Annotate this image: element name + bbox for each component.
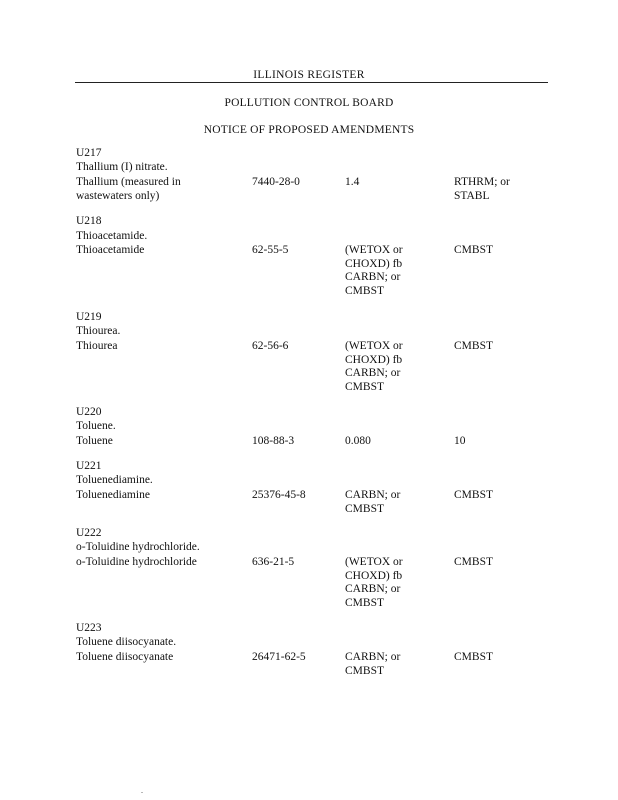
constituent-name: Thallium (measured in wastewaters only) <box>76 176 181 202</box>
nonwastewater-standard: CMBST <box>454 556 493 568</box>
cas-number: 636-21-5 <box>252 556 295 568</box>
waste-name: Toluene diisocyanate. <box>76 636 177 648</box>
register-title: ILLINOIS REGISTER <box>253 69 365 81</box>
waste-code: U222 <box>76 527 102 539</box>
waste-name: Thiourea. <box>76 325 121 337</box>
nonwastewater-standard: 10 <box>454 435 466 447</box>
cas-number: 25376-45-8 <box>252 489 306 501</box>
wastewater-standard: CARBN; or CMBST <box>345 651 401 677</box>
constituent-name: Toluene diisocyanate <box>76 651 174 663</box>
waste-code: U223 <box>76 622 102 634</box>
nonwastewater-standard: CMBST <box>454 340 493 352</box>
nonwastewater-standard: CMBST <box>454 489 493 501</box>
waste-code: U218 <box>76 215 102 227</box>
waste-code: U217 <box>76 147 102 159</box>
wastewater-standard: (WETOX or CHOXD) fb CARBN; or CMBST <box>345 556 403 609</box>
cas-number: 62-55-5 <box>252 244 289 256</box>
cas-number: 108-88-3 <box>252 435 295 447</box>
nonwastewater-standard: CMBST <box>454 651 493 663</box>
waste-name: Toluenediamine. <box>76 474 153 486</box>
board-title: POLLUTION CONTROL BOARD <box>224 97 394 109</box>
waste-code: U219 <box>76 311 102 323</box>
constituent-name: o-Toluidine hydrochloride <box>76 556 197 568</box>
waste-name: Toluene. <box>76 420 116 432</box>
waste-code: U220 <box>76 406 102 418</box>
constituent-name: Thioacetamide <box>76 244 145 256</box>
constituent-name: Thiourea <box>76 340 118 352</box>
nonwastewater-standard: RTHRM; or STABL <box>454 176 510 202</box>
wastewater-standard: 1.4 <box>345 176 360 188</box>
constituent-name: Toluene <box>76 435 113 447</box>
wastewater-standard: (WETOX or CHOXD) fb CARBN; or CMBST <box>345 244 403 297</box>
nonwastewater-standard: CMBST <box>454 244 493 256</box>
cas-number: 62-56-6 <box>252 340 289 352</box>
waste-code: U221 <box>76 460 102 472</box>
constituent-name: Toluenediamine <box>76 489 150 501</box>
waste-name: Thallium (I) nitrate. <box>76 161 168 173</box>
wastewater-standard: (WETOX or CHOXD) fb CARBN; or CMBST <box>345 340 403 393</box>
scan-mark: . <box>141 786 143 795</box>
cas-number: 26471-62-5 <box>252 651 306 663</box>
waste-name: o-Toluidine hydrochloride. <box>76 541 200 553</box>
wastewater-standard: CARBN; or CMBST <box>345 489 401 515</box>
wastewater-standard: 0.080 <box>345 435 371 447</box>
notice-title: NOTICE OF PROPOSED AMENDMENTS <box>203 124 415 136</box>
cas-number: 7440-28-0 <box>252 176 300 188</box>
waste-name: Thioacetamide. <box>76 230 148 242</box>
